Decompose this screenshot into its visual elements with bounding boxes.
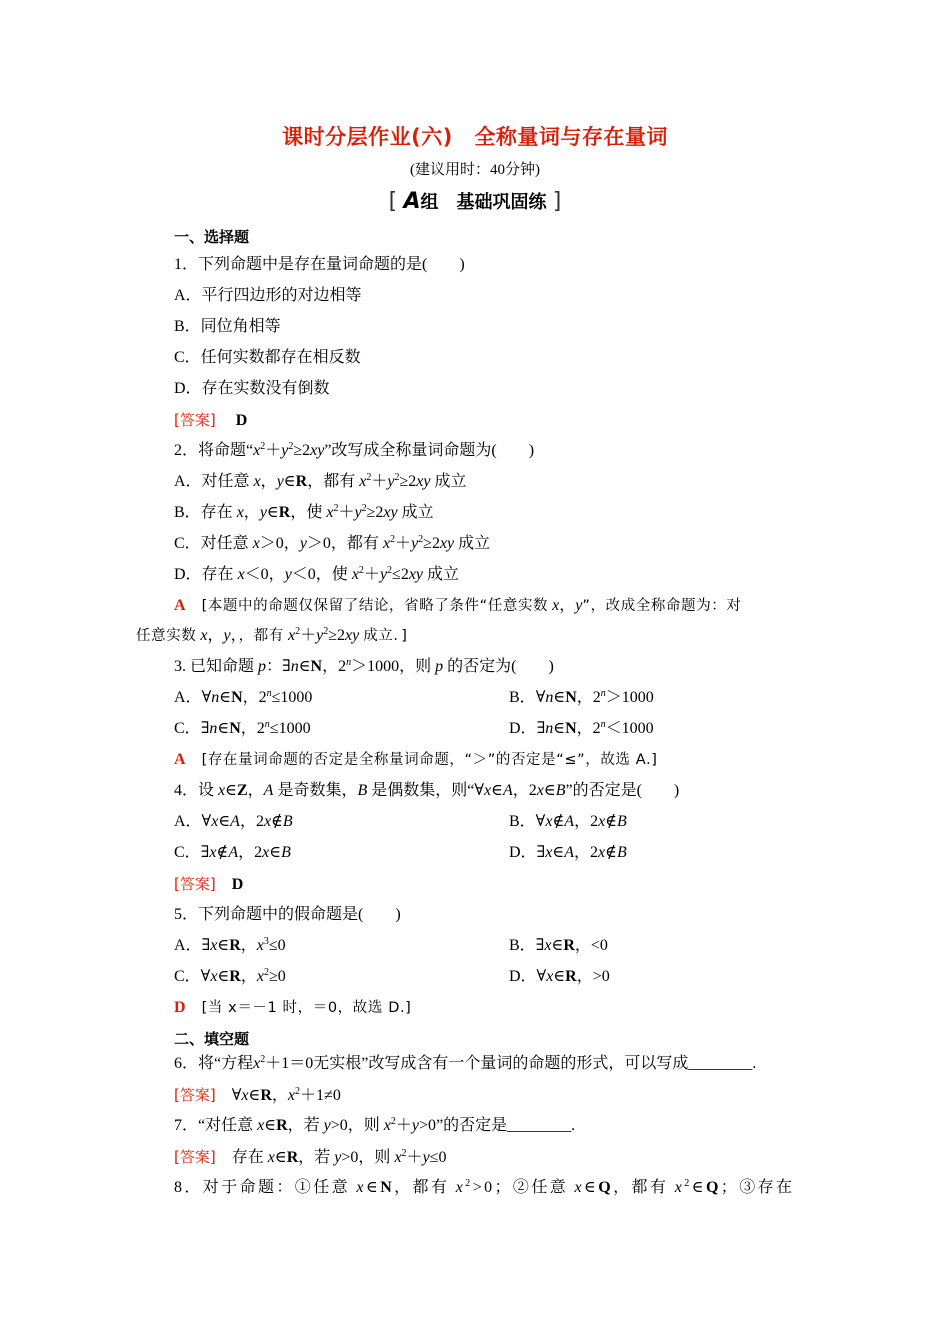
question-2: 2．将命题“$x^2+y^2\ge 2xy$”改写成全称量词命题为( ) [174,441,535,459]
q2-explanation: A [本题中的命题仅保留了结论，省略了条件“任意实数 x，y”，改成全称命题为：对 [174,597,742,614]
answer-tag: [答案] [174,411,216,429]
q5-explanation: D [当 x＝－1 时，＝0，故选 D.] [174,999,412,1016]
section-heading-choice: 一、选择题 [174,228,250,246]
q4-option-c: C．∃x∉A，2x∈B [174,844,291,861]
question-6: 6．将“方程$x^2+1=0$无实根”改写成含有一个量词的命题的形式，可以写成________. [174,1054,757,1072]
question-1: 1．下列命题中是存在量词命题的是( ) [174,256,465,273]
q7-answer: [答案] 存在 x∈R，若 y>0，则 $x^2+y\le 0$ [174,1148,447,1166]
q2-option-d: D．存在 x＜0，y＜0，使 $x^2+y^2\le 2xy$ 成立 [174,565,460,583]
group-label: 组 基础巩固练 [420,192,547,213]
q3-option-a: A．∀n∈N，$2^n\le 1000$ [174,688,313,706]
q5-option-c: C．∀x∈R，$x^2\ge 0$ [174,967,286,985]
q4-answer: [答案] D [174,875,244,893]
section-heading-fill: 二、填空题 [174,1030,250,1048]
answer-value: D [235,412,248,429]
question-8: 8．对于命题：①任意 x∈N，都有 $x^2>0$；②任意 x∈Q，都有 $x^2\in Q$；③存在 [174,1178,795,1196]
q2-explanation-cont: 任意实数 x，y，，都有 $x^2+y^2\ge 2xy$ 成立．] [136,626,408,644]
time-suggestion: (建议用时：40分钟) [410,162,540,178]
q3-explanation: A [存在量词命题的否定是全称量词命题，“＞”的否定是“≤”，故选 A.] [174,751,658,768]
group-heading [0,188,950,214]
q1-option-a: A．平行四边形的对边相等 [174,287,362,304]
question-7: 7．“对任意 x∈R，若 y>0，则 $x^2+y>0$”的否定是________. [174,1116,576,1134]
question-3: 3. 已知命题 p：∃n∈N，$2^n>1000$，则 p 的否定为( ) [174,657,554,675]
q1-option-d: D．存在实数没有倒数 [174,380,330,397]
bracket-right: ] [552,189,562,214]
q3-option-b: B．∀n∈N，$2^n>1000$ [509,688,654,706]
q5-option-b: B．∃x∈R，<0 [509,937,608,954]
q4-option-a: A．∀x∈A，2x∉B [174,813,293,830]
q3-option-c: C．∃n∈N，$2^n\le 1000$ [174,719,311,737]
page-title: 课时分层作业(六) 全称量词与存在量词 [282,125,668,149]
q5-option-d: D．∀x∈R，>0 [509,968,610,985]
bracket-left: [ [388,189,398,214]
group-letter: A [403,189,421,214]
q2-option-a: A．对任意 x，y∈R，都有 $x^2+y^2\ge 2xy$ 成立 [174,472,467,490]
q4-option-b: B．∀x∉A，2x∉B [509,813,627,830]
q2-option-b: B．存在 x，y∈R，使 $x^2+y^2\ge 2xy$ 成立 [174,503,434,521]
q1-answer [174,409,814,432]
question-4: 4．设 x∈Z，A 是奇数集，B 是偶数集，则“∀x∈A，2x∈B”的否定是( ) [174,782,680,799]
q1-option-c: C．任何实数都存在相反数 [174,349,361,366]
question-5: 5．下列命题中的假命题是( ) [174,906,401,923]
q1-option-b: B．同位角相等 [174,318,281,335]
q5-option-a: A．∃x∈R，$x^3\le 0$ [174,936,286,954]
q4-option-d: D．∃x∈A，2x∉B [509,844,627,861]
q2-option-c: C．对任意 x＞0，y＞0，都有 $x^2+y^2\ge 2xy$ 成立 [174,534,491,552]
q6-answer: [答案] ∀x∈R，$x^2+1\ne 0$ [174,1086,341,1104]
q3-option-d: D．∃n∈N，$2^n<1000$ [509,719,654,737]
